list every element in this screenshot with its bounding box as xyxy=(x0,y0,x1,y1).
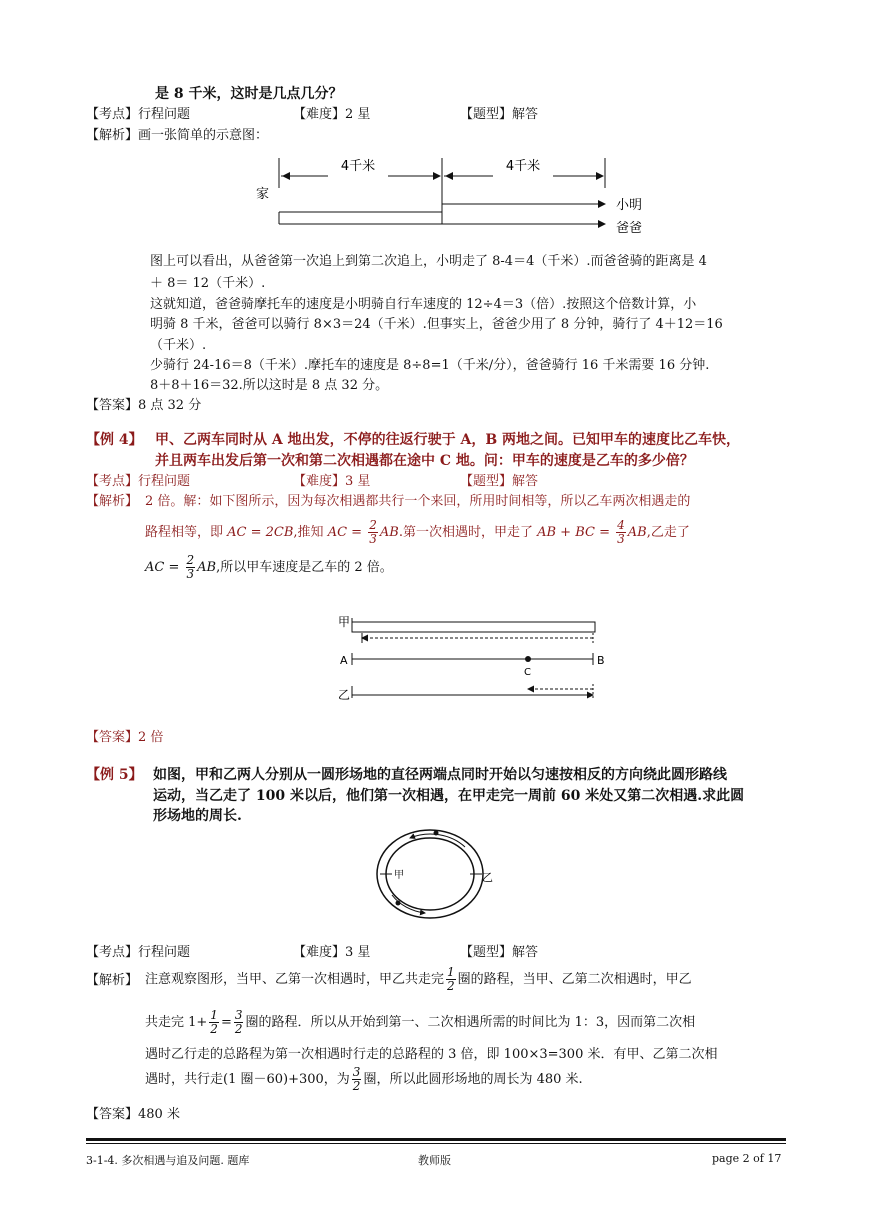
xiaoming-label: 小明 xyxy=(616,198,643,213)
a-label: A xyxy=(340,654,348,667)
c-label: C xyxy=(524,667,531,678)
para1-line3: 这就知道，爸爸骑摩托车的速度是小明骑自行车速度的 12÷4＝3（倍）.按照这个倍数计算，小 xyxy=(150,297,697,312)
para1-line7: 8＋8＋16＝32.所以这时是 8 点 32 分。 xyxy=(150,378,389,393)
ex4-solution-line1: 2 倍。解：如下图所示，因为每次相遇都共行一个来回，所用时间相等，所以乙车两次相遇走的 xyxy=(145,494,691,509)
meet-point-1 xyxy=(434,831,439,836)
ex5-answer: 【答案】480 米 xyxy=(86,1107,180,1122)
ex4-label: 【例 4】 xyxy=(86,432,143,448)
ex5-nandu: 【难度】3 星 xyxy=(293,945,371,960)
ex5-solution-line1: 注意观察图形，当甲、乙第一次相遇时，甲乙共走完 $\frac{1}{2}$ 圈的路程，当甲、乙第二次相遇时，甲乙 xyxy=(145,965,692,993)
outer-track xyxy=(377,830,483,918)
ex4-jiexi-label: 【解析】 xyxy=(86,494,139,509)
home-label: 家 xyxy=(256,187,270,202)
jia-label: 甲 xyxy=(338,615,351,629)
seg1-label: 4千米 xyxy=(340,159,376,174)
ex4-tixing: 【题型】解答 xyxy=(460,474,539,489)
question-tail: 是 8 千米，这时是几点几分？ xyxy=(155,86,343,102)
answer-1: 【答案】8 点 32 分 xyxy=(86,398,202,413)
ex4-question-line2: 并且两车出发后第一次和第二次相遇都在途中 C 地。问：甲车的速度是乙车的多少倍？ xyxy=(155,453,694,469)
seg2-label: 4千米 xyxy=(505,159,541,174)
ex4-solution-line3: AC = $\frac{2}{3}$ AB,所以甲车速度是乙车的 2 倍。 xyxy=(145,553,393,581)
circle-diagram xyxy=(370,825,500,923)
para1-line4: 明骑 8 千米，爸爸可以骑行 8×3＝24（千米）.但事实上，爸爸少用了 8 分钟，骑行了 4＋12＝16 xyxy=(150,317,723,332)
ex4-nandu: 【难度】3 星 xyxy=(293,474,371,489)
para1-line1: 图上可以看出，从爸爸第一次追上到第二次追上，小明走了 8-4＝4（千米）.而爸爸骑的距离是 4 xyxy=(150,254,707,269)
ex5-question-line2: 运动，当乙走了 100 米以后，他们第一次相遇，在甲走完一周前 60 米处又第二次相遇.求此圆 xyxy=(153,788,745,804)
footer-page: page 2 of 17 xyxy=(712,1152,782,1165)
ex4-kaodian: 【考点】行程问题 xyxy=(86,474,191,489)
nandu-1: 【难度】2 星 xyxy=(293,107,371,122)
para1-line6: 少骑行 24-16＝8（千米）.摩托车的速度是 8÷8=1（千米/分），爸爸骑行 16 千米需要 16 分钟. xyxy=(150,358,710,373)
c-point xyxy=(525,656,531,662)
ex5-question-line1: 如图，甲和乙两人分别从一圆形场地的直径两端点同时开始以匀速按相反的方向绕此圆形路线 xyxy=(153,767,727,783)
meet-point-2 xyxy=(396,901,401,906)
ex5-solution-line2: 共走完 1+ $\frac{1}{2}$ = $\frac{3}{2}$ 圈的路程．所以从开始到第一、二次相遇所需的时间比为 1：3，因而第二次相 xyxy=(145,1008,696,1036)
footer-rule-thick xyxy=(86,1138,786,1141)
footer-center: 教师版 xyxy=(418,1154,451,1167)
ex5-question-line3: 形场地的周长. xyxy=(153,808,242,824)
yi-start-label: 乙 xyxy=(482,871,493,884)
ex4-answer: 【答案】2 倍 xyxy=(86,730,164,745)
ex5-solution-line4: 遇时，共行走(1 圈－60)+300，为 $\frac{3}{2}$ 圈，所以此圆形场地的周长为 480 米. xyxy=(145,1065,583,1093)
footer-rule-thin xyxy=(86,1143,786,1144)
ex5-kaodian: 【考点】行程问题 xyxy=(86,945,191,960)
para1-line2: ＋ 8＝ 12（千米）. xyxy=(150,276,266,291)
ex4-solution-line2: 路程相等，即 AC = 2CB,推知 AC = $\frac{2}{3}$ AB.第一次相遇时，甲走了 AB + BC = $\frac{4}{3}$ AB,乙走了 xyxy=(145,518,690,546)
jia-start-label: 甲 xyxy=(394,870,404,881)
tixing-1: 【题型】解答 xyxy=(460,107,539,122)
chase-diagram xyxy=(250,148,650,240)
ab-diagram xyxy=(335,610,615,702)
b-label: B xyxy=(597,654,605,667)
footer-left: 3-1-4. 多次相遇与追及问题. 题库 xyxy=(86,1154,250,1167)
jia-track xyxy=(352,622,595,632)
para1-line5: （千米）. xyxy=(150,338,207,353)
ex4-question-line1: 甲、乙两车同时从 A 地出发，不停的往返行驶于 A，B 两地之间。已知甲车的速度比乙车快， xyxy=(155,432,741,448)
kaodian-1: 【考点】行程问题 xyxy=(86,107,191,122)
ex5-jiexi-label: 【解析】 xyxy=(86,973,139,988)
ex5-solution-line3: 遇时乙行走的总路程为第一次相遇时行走的总路程的 3 倍，即 100×3=300 米．有甲、乙第二次相 xyxy=(145,1047,718,1062)
baba-label: 爸爸 xyxy=(616,221,643,236)
jiexi-1-head: 【解析】画一张简单的示意图： xyxy=(86,128,269,143)
ex5-label: 【例 5】 xyxy=(86,767,143,783)
ex5-tixing: 【题型】解答 xyxy=(460,945,539,960)
yi-label: 乙 xyxy=(338,688,351,702)
